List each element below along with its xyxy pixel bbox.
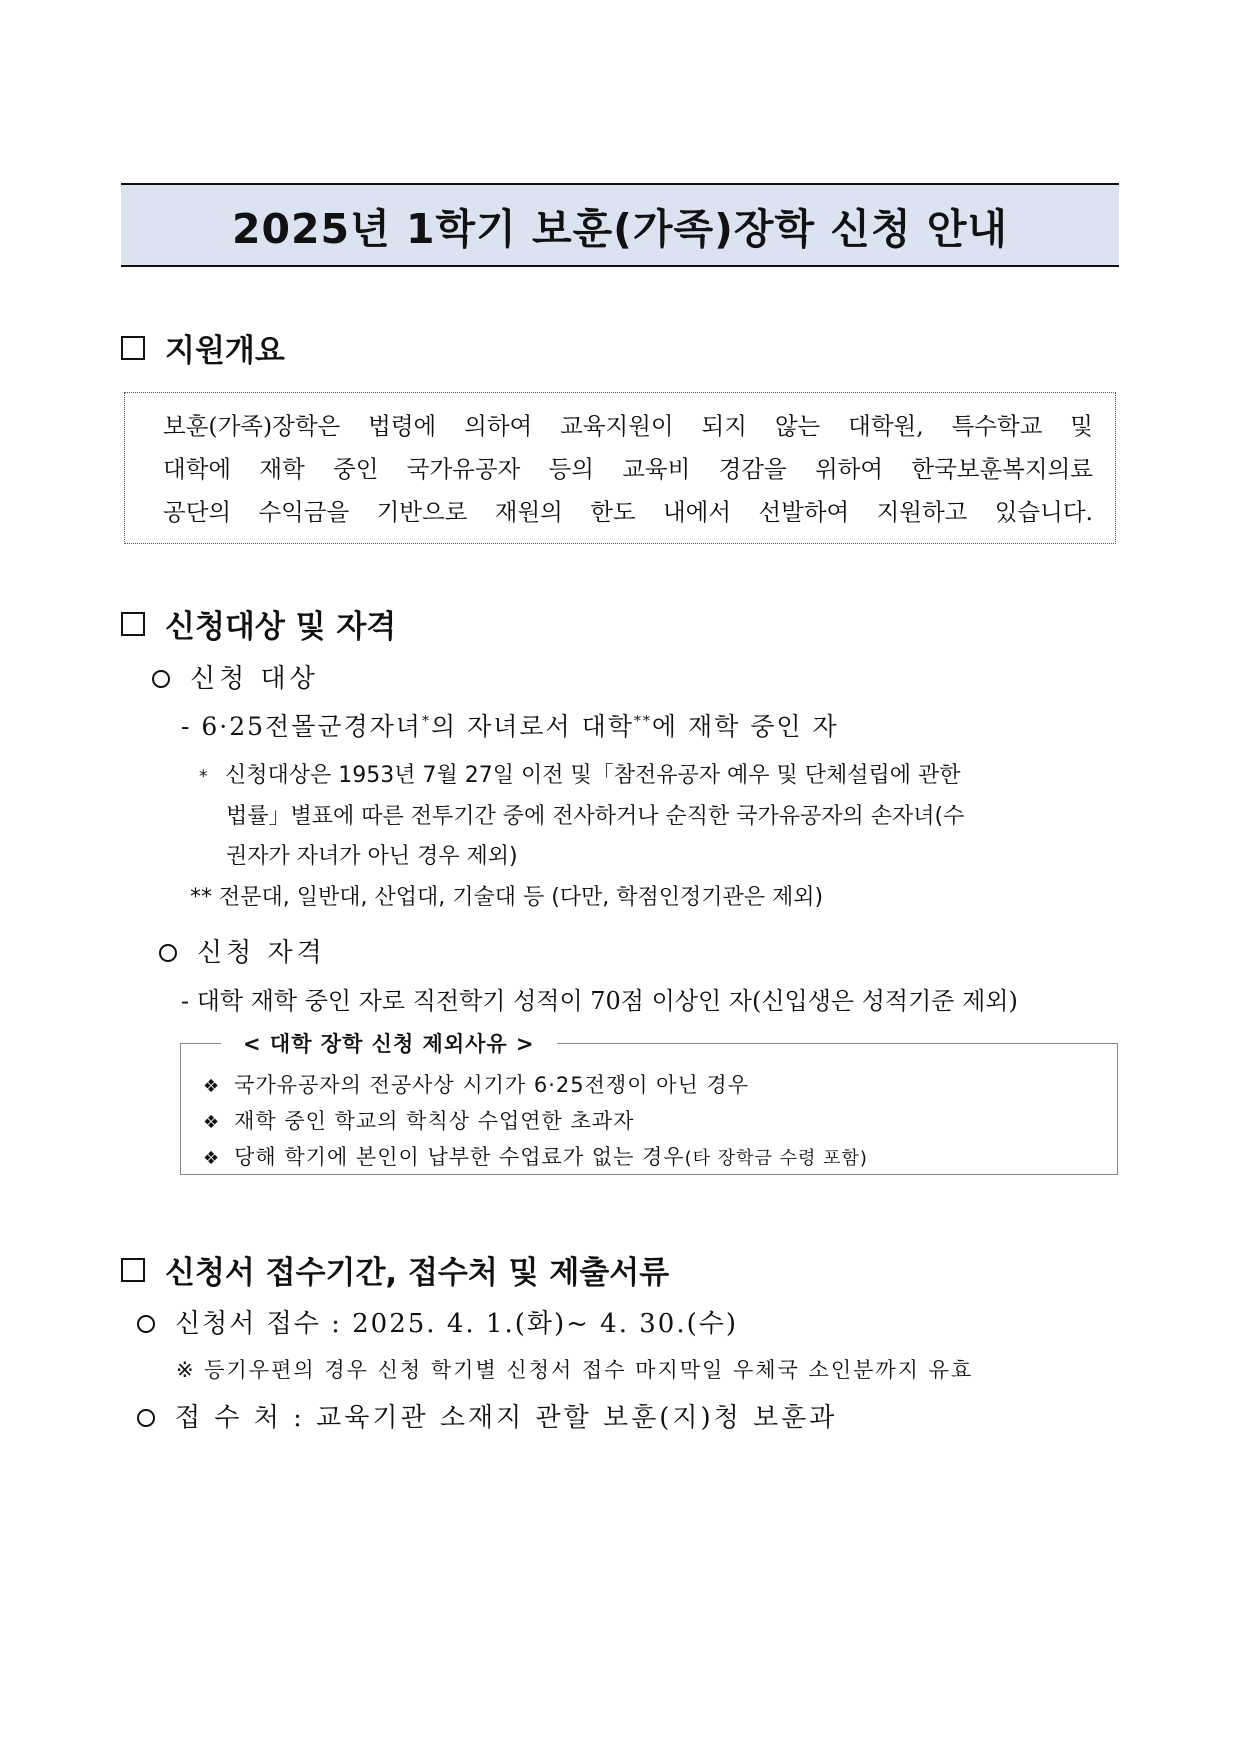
- diamond-bullet-icon: ❖: [203, 1148, 221, 1169]
- section-heading-overview: [121, 325, 285, 370]
- note1-line: [199, 758, 960, 789]
- exclusion-item-text: 재학 중인 학교의 학칙상 수업연한 초과자: [234, 1109, 635, 1133]
- square-bullet-icon: [121, 612, 145, 636]
- overview-line: 보훈(가족)장학은 법령에 의하여 교육지원이 되지 않는 대학원, 특수학교 및: [163, 412, 1093, 440]
- note1-line: 권자가 자녀가 아닌 경우 제외): [226, 844, 518, 869]
- note1-line: 법률」별표에 따른 전투기간 중에 전사하거나 순직한 국가유공자의 손자녀(수: [226, 804, 965, 829]
- exclusion-item-text: 국가유공자의 전공사상 시기가 6·25전쟁이 아닌 경우: [234, 1073, 749, 1097]
- footnote-mark: *: [199, 767, 208, 787]
- qual-item: - 대학 재학 중인 자로 직전학기 성적이 70점 이상인 자(신입생은 성적기준 제외): [181, 987, 1018, 1015]
- page-title: 2025년 1학기 보훈(가족)장학 신청 안내: [121, 183, 1119, 267]
- square-bullet-icon: [121, 1258, 145, 1282]
- circle-bullet-icon: [159, 944, 177, 962]
- period-text: 신청서 접수 : 2025. 4. 1.(화)~ 4. 30.(수): [175, 1309, 738, 1339]
- circle-bullet-icon: [137, 1409, 155, 1427]
- square-bullet-icon: [121, 336, 145, 360]
- period-row: [137, 1303, 738, 1340]
- exclusion-item-suffix: (타 장학금 수령 포함): [684, 1148, 868, 1169]
- place-text: 접 수 처 : 교육기관 소재지 관할 보훈(지)청 보훈과: [175, 1403, 838, 1433]
- diamond-bullet-icon: ❖: [203, 1076, 221, 1097]
- exclusion-title: < 대학 장학 신청 제외사유 >: [221, 1028, 557, 1058]
- note1-text: 신청대상은 1953년 7월 27일 이전 및「참전유공자 예우 및 단체설립에 관한: [225, 763, 961, 788]
- place-row: [137, 1397, 837, 1434]
- qual-label: 신청 자격: [197, 938, 326, 968]
- exclusion-item: [203, 1141, 868, 1171]
- target-label: 신청 대상: [190, 664, 319, 694]
- exclusion-item-text: 당해 학기에 본인이 납부한 수업료가 없는 경우: [234, 1145, 685, 1169]
- section-heading-eligibility: [121, 601, 396, 646]
- period-note: ※ 등기우편의 경우 신청 학기별 신청서 접수 마지막일 우체국 소인분까지 유효: [176, 1358, 974, 1382]
- circle-bullet-icon: [152, 670, 170, 688]
- target-item: [181, 707, 839, 743]
- exclusion-item: [203, 1069, 749, 1099]
- note2-line: ** 전문대, 일반대, 산업대, 기술대 등 (다만, 학점인정기관은 제외): [190, 885, 824, 910]
- section-heading-text: 신청대상 및 자격: [165, 609, 397, 645]
- section-heading-text: 신청서 접수기간, 접수처 및 제출서류: [165, 1255, 670, 1291]
- footnote-mark: *: [421, 713, 431, 730]
- qual-label-row: [159, 932, 326, 969]
- target-label-row: [152, 658, 319, 695]
- exclusion-item: [203, 1105, 634, 1135]
- target-item-text: - 6·25전몰군경자녀: [181, 712, 422, 741]
- overview-line: 대학에 재학 중인 국가유공자 등의 교육비 경감을 위하여 한국보훈복지의료: [163, 455, 1093, 483]
- section-heading-application: [121, 1247, 669, 1292]
- target-item-text: 의 자녀로서 대학: [430, 712, 634, 741]
- footnote-mark: **: [633, 713, 652, 730]
- overview-box: [124, 392, 1116, 544]
- section-heading-text: 지원개요: [165, 333, 285, 369]
- overview-line: 공단의 수익금을 기반으로 재원의 한도 내에서 선발하여 지원하고 있습니다.: [163, 498, 1093, 526]
- exclusion-box: [180, 1032, 1118, 1175]
- circle-bullet-icon: [137, 1315, 155, 1333]
- diamond-bullet-icon: ❖: [203, 1112, 221, 1133]
- target-item-text: 에 재학 중인 자: [651, 712, 839, 741]
